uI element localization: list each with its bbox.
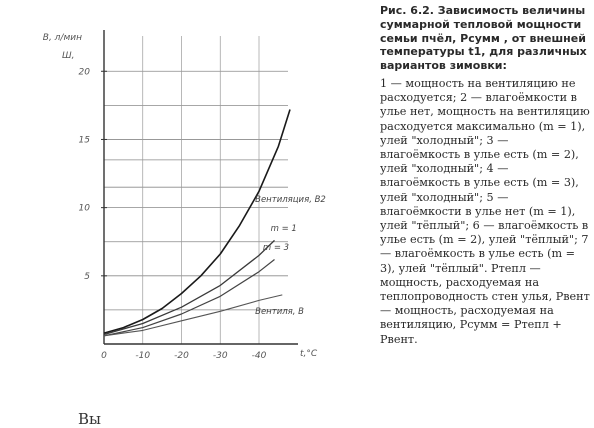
- y-tick-label: 10: [78, 203, 90, 214]
- caption-body: 1 — мощность на вентиляцию не расходуется; 2 — влагоёмкости в улье нет, мощность на вентиляцию расходуется максимально (m = 1), улей "холодный"; 3 — влагоёмкость в улье есть (m = 2), улей "холодный"; 4 — влагоёмкость в улье есть (m = 3), улей "холодный"; 5 — влагоёмкости в улье нет (m = 1), улей "тёплый"; 6 — влагоёмкость в улье есть (m = 2), улей "тёплый"; 7 — влагоёмкость в улье есть (m = 3), улей "тёплый". Pтепл — мощность, расходуемая на теплопроводность стен улья, Pвент — мощность, расходуемая на вентиляцию, Pсумм = Pтепл + Pвент.: [380, 76, 590, 346]
- y-tick-label: 20: [78, 67, 90, 78]
- x-tick-label: -20: [174, 351, 189, 361]
- series-layer: [104, 110, 290, 336]
- curve-annotation: m = 1: [270, 223, 297, 234]
- curve-annotation: m = 3: [262, 242, 290, 253]
- figure-caption: [380, 4, 590, 347]
- x-tick-label: -10: [135, 351, 151, 361]
- x-tick-label: 0: [101, 351, 107, 361]
- caption-title: Рис. 6.2. Зависимость величины суммарной тепловой мощности семьи пчёл, Pсумм , от внешней температуры t1, для различных вариантов зимовки:: [380, 4, 587, 73]
- y-axis-label: В, л/мин: [42, 33, 82, 43]
- x-tick-label: -30: [212, 351, 228, 361]
- footer-text: Вы: [78, 410, 101, 428]
- y-tick-label: 5: [84, 271, 90, 282]
- y-axis-label-secondary: Ш,: [62, 51, 75, 61]
- curve-annotation: Вентиля, В: [255, 307, 304, 317]
- y-tick-label: 15: [78, 135, 90, 146]
- x-tick-label: -40: [251, 351, 267, 361]
- x-axis-label: t,°C: [300, 349, 318, 359]
- curve-annotation: Вентиляция, В2: [255, 195, 326, 206]
